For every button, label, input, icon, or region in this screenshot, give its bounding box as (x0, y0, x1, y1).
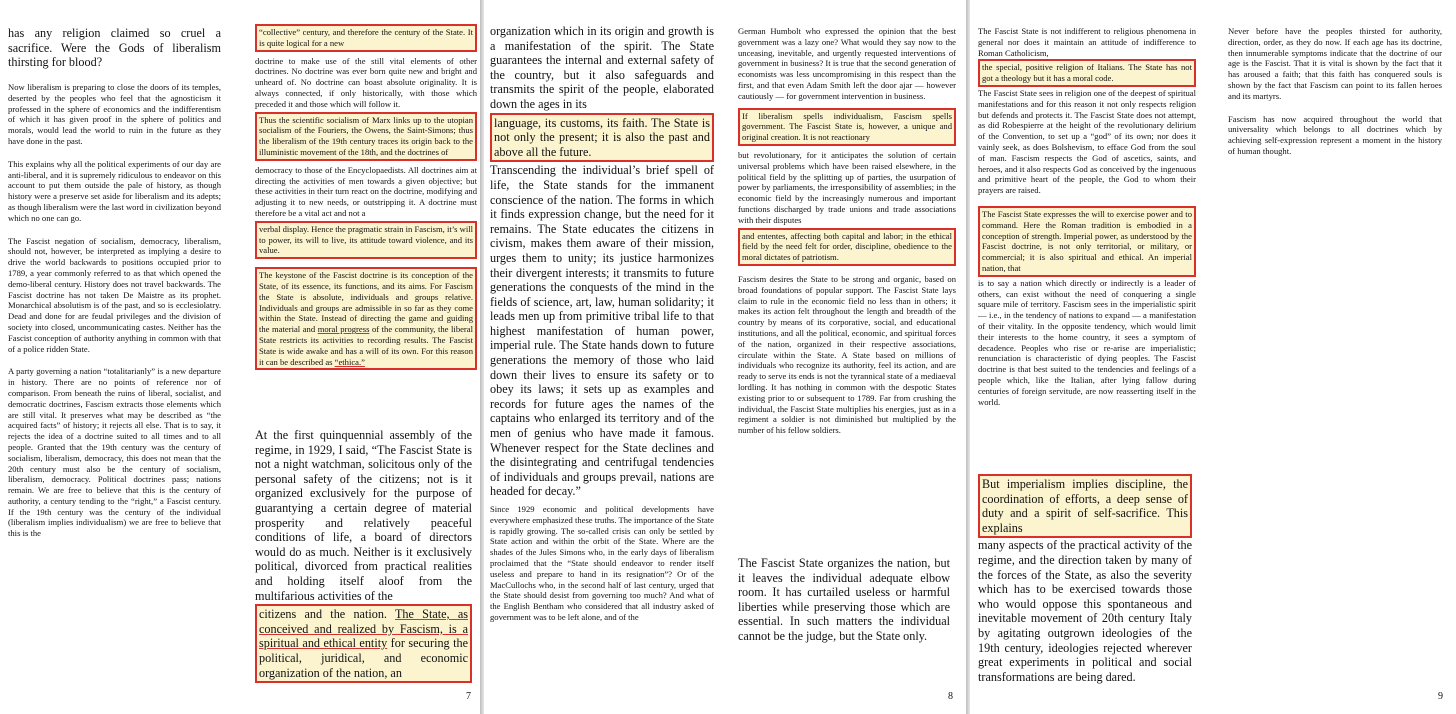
paragraph: The Fascist State sees in religion one of the deepest of spiritual manifestations and for this reason it not only respects religion but defends and protects it. The Fascist State does not attempt, as did Robespierre at the height of the revolutionary delirium of the Convention, to set up a “god” of its own; nor does it vainly seek, as does Bolshevism, to efface God from the soul of man. Fascism respects the God of ascetics, saints, and heroes, and it also respects God as conceived by the ingenuous and primitive heart of the people, the God to whom their prayers are raised. (978, 87, 1196, 196)
highlight-marx: Thus the scientific socialism of Marx links up to the utopian socialism of the Fouriers, the Owens, the Saint-Simons; thus the liberalism of the 19th century traces its origin back to the illuministic movement of the 18th, and the doctrines of (255, 112, 477, 161)
paragraph: organization which in its origin and growth is a manifestation of the spirit. The State guarantees the internal and external safety of the country, but it also safeguards and transmits the spirit of the people, elaborated down the ages in its (490, 24, 714, 111)
paragraph: democracy to those of the Encyclopaedists. All doctrines aim at directing the activities of men towards a given objective; but these activities in their turn react on the doctrine, modifying and adjusting it to new needs, or outstripping it. A doctrine must therefore be a vital act and not a (255, 164, 477, 218)
paragraph: doctrine to make use of the still vital elements of other doctrines. No doctrine was ever born quite new and bright and unheard of. No doctrine can boast absolute originality. It is always connected, if only historically, with those which preceded it and those which will follow it. (255, 55, 477, 109)
page9-left-column (978, 26, 1196, 407)
paragraph: Transcending the individual’s brief spell of life, the State stands for the immanent conscience of the nation. The forms in which it finds expression change, but the need for it remains. The State educates the citizens in civism, makes them aware of their mission, urges them to unity; its justice harmonizes their divergent interests; it transmits to future generations the conquests of the mind in the fields of science, art, law, human solidarity; it leads men up from primitive tribal life to that highest manifestation of human power, imperial rule. The State hands down to future generations the memory of those who laid down their lives to ensure its safety or to obey its laws; it sets up as examples and records for future ages the names of the captains who enlarged its territory and of the men of genius who have made it famous. Whenever respect for the State declines and the disintegrating and centrifugal tendencies of individuals and groups prevail, nations are headed for decay.” (490, 163, 714, 499)
keystone-underline-moral-progress: moral progress (317, 324, 370, 335)
paragraph: but revolutionary, for it anticipates the solution of certain universal problems which have been raised elsewhere, in the political field by the splitting up of parties, the usurpation of power by parliaments, the irresponsibility of assemblies; in the economic field by the increasingly numerous and important functions discharged by trade unions and trade associations with their disputes (738, 149, 956, 225)
page7-right-column (255, 22, 477, 374)
page-9 (970, 0, 1456, 714)
page9-left-column-lower (978, 474, 1192, 684)
page-number: 8 (948, 691, 953, 702)
page7-left-column (8, 26, 221, 78)
highlight-ententes: and ententes, affecting both capital and labor; in the ethical field by the need felt for order, discipline, obedience to the moral dictates of patriotism. (738, 228, 956, 266)
page7-left-column-body (8, 82, 221, 547)
page8-right-column-lower (738, 556, 950, 652)
paragraph: Since 1929 economic and political developments have everywhere emphasized these truths. The importance of the State is rapidly growing. The so-called crisis can only be settled by State action and within the orbit of the State. Where are the shades of the Jules Simons who, in the early days of liberalism proclaimed that the “State should endeavor to render itself useless and prepare to hand in its resignation”? Or of the MacCullochs who, in the second half of last century, urged that the State should desist from governing too much? And what of the English Bentham who considered that all industry asked of government was to be left alone, and of the (490, 504, 714, 622)
page-7 (0, 0, 480, 714)
page9-right-column (1228, 26, 1442, 165)
citizens-underline: The State, as conceived and realized by Fascism, is a spiritual and ethical entity (259, 607, 468, 651)
page-8 (484, 0, 966, 714)
paragraph: is to say a nation which directly or indirectly is a leader of others, can exist without the need of conquering a single square mile of territory. Fascism sees in the imperialistic spirit — i.e., in the tendency of nations to expand — a manifestation of their vitality. In the opposite tendency, which would limit their interests to the home country, it sees a symptom of decadence. Peoples who rise or re-arise are imperialistic; renunciation is characteristic of dying peoples. The Fascist doctrine is that best suited to the tendencies and feelings of a people which, like the Italian, after lying fallow during centuries of foreign servitude, are now reasserting itself in the world. (978, 277, 1196, 407)
highlight-special-religion: the special, positive religion of Italians. The State has not got a theology but it has a moral code. (978, 59, 1196, 87)
paragraph: Now liberalism is preparing to close the doors of its temples, deserted by the peoples who feel that the agnosticism it professed in the sphere of economics and the indifferentism of which it has given proof in the sphere of politics and morals, would lead the world to ruin in the future as they have done in the past. (8, 82, 221, 146)
highlight-verbal-display: verbal display. Hence the pragmatic strain in Fascism, it’s will to power, its will to live, its attitude toward violence, and its value. (255, 221, 477, 259)
keystone-text-b: of the community, the liberal State restricts its activities to recording results. The Fascist State is wide awake and has a will of its own. For this reason it can be described as (259, 324, 473, 367)
page7-right-column-lower (255, 428, 472, 683)
paragraph: Fascism has now acquired throughout the world that universality which belongs to all doctrines which by achieving self-expression represent a moment in the history of human thought. (1228, 113, 1442, 156)
paragraph: has any religion claimed so cruel a sacrifice. Were the Gods of liberalism thirsting for blood? (8, 26, 221, 70)
page8-left-column-lower (490, 504, 714, 631)
highlight-imperialism: But imperialism implies discipline, the coordination of efforts, a deep sense of duty and a spirit of self-sacrifice. This explains (978, 474, 1192, 538)
paragraph: This explains why all the political experiments of our day are anti-liberal, and it is supremely ridiculous to endeavor on this account to put them outside the pale of history, as though history were a preserve set aside for liberalism and its adepts; as though liberalism were the last word in civilization beyond which no one can go. (8, 158, 221, 223)
highlight-will-to-power: The Fascist State expresses the will to exercise power and to command. Here the Roman tradition is embodied in a conception of strength. Imperial power, as understood by the Fascist doctrine, is not only territorial, or military, or commercial; it is also spiritual and ethical. An imperial nation, that (978, 206, 1196, 277)
citizens-text-b: for securing the political, juridical, and economic organization of the nation, an (259, 636, 469, 680)
paragraph: German Humbolt who expressed the opinion that the best government was a lazy one? What would they say now to the unceasing, inevitable, and urgently requested interventions of government in business? It is true that the second generation of economists was less uncompromising in this respect than the first, and that even Adam Smith left the door ajar — however cautiously — for government intervention in business. (738, 26, 956, 101)
keystone-text-a: The keystone of the Fascist doctrine is its conception of the State, of its essence, its functions, and its aims. For Fascism the State is absolute, individuals and groups relative. Individuals and groups are admissible in so far as they come within the State. Instead of directing the game and guiding the material and (259, 270, 473, 335)
page-number: 9 (1438, 691, 1443, 702)
page8-left-column (490, 24, 714, 507)
highlight-collective: “collective” century, and therefore the century of the State. It is quite logical for a new (255, 24, 477, 52)
highlight-keystone (255, 267, 477, 370)
citizens-text-a: citizens and the nation. (259, 607, 395, 622)
paragraph: many aspects of the practical activity of the regime, and the direction taken by many of the forces of the State, as also the severity which has to be exercised towards those who would oppose this spontaneous and inevitable movement of 20th century Italy by agitating outgrown ideologies of the 19th century, ideologies rejected wherever great experiments in political and social transformations are being dared. (978, 538, 1192, 684)
page-number: 7 (466, 691, 471, 702)
paragraph: Never before have the peoples thirsted for authority, direction, order, as they do now. If each age has its doctrine, then innumerable symptoms indicate that the doctrine of our age is the Fascist. That it is vital is shown by the fact that it has aroused a faith; that this faith has conquered souls is shown by the fact that Fascism can point to its fallen heroes and its martyrs. (1228, 26, 1442, 101)
highlight-language-customs: language, its customs, its faith. The State is not only the present; it is also the past and above all the future. (490, 113, 714, 163)
keystone-underline-ethica: “ethica.” (334, 356, 365, 367)
paragraph: The Fascist negation of socialism, democracy, liberalism, should not, however, be interpreted as implying a desire to drive the world backwards to positions occupied prior to 1789, a year commonly referred to as that which opened the demo-liberal century. History does not travel backwards. The Fascist doctrine has not taken De Maistre as its prophet. Monarchical absolutism is of the past, and so is ecclesiolatry. Dead and done for are feudal privileges and the division of society into closed, uncommunicating castes. Neither has the Fascist conception of authority anything in common with that of a police ridden State. (8, 235, 221, 354)
paragraph: The Fascist State organizes the nation, but it leaves the individual adequate elbow room. It has curtailed useless or harmful liberties while preserving those which are essential. In such matters the individual cannot be the judge, but the State only. (738, 556, 950, 643)
paragraph: The Fascist State is not indifferent to religious phenomena in general nor does it maintain an attitude of indifference to Roman Catholicism, (978, 26, 1196, 58)
paragraph: Fascism desires the State to be strong and organic, based on broad foundations of popular support. The Fascist State lays claim to rule in the economic field no less than in others; it makes its action felt throughout the length and breadth of the country by means of its corporative, social, and educational institutions, and all the political, economic, and spiritual forces of the nation, organized in their respective associations, circulate within the State. A State based on millions of individuals who recognize its authority, feel its action, and are ready to serve its ends is not the tyrannical state of a mediaeval lordling. It has nothing in common with the despotic States existing prior to or subsequent to 1789. Far from crushing the individual, the Fascist State multiplies his energies, just as in a regiment a soldier is not diminished but multiplied by the number of his fellow soldiers. (738, 273, 956, 436)
highlight-spiritual-entity (255, 604, 472, 683)
paragraph: A party governing a nation “totalitarianly” is a new departure in history. There are no points of reference nor of comparison. From beneath the ruins of liberal, socialist, and democratic doctrines, Fascism extracts those elements which are still vital. It preserves what may be described as “the acquired facts” of history; it rejects all else. That is to say, it rejects the idea of a doctrine suited to all times and to all people. Granted that the 19th century was the century of socialism, liberalism, democracy, this does not mean that the 20th century must also be the century of socialism, liberalism, democracy. Political doctrines pass; nations remain. We are free to believe that this is the century of authority, a century tending to the “right,” a Fascist century. If the 19th century was the century of the individual (liberalism implies individualism) we are free to believe that this is the (8, 366, 221, 539)
paragraph: At the first quinquennial assembly of the regime, in 1929, I said, “The Fascist State is not a night watchman, solicitous only of the personal safety of the citizens; not is it organized exclusively for the purpose of guarantying a certain degree of material prosperity and relatively peaceful conditions of life, a board of directors would do as much. Neither is it exclusively political, divorced from practical realities and holding itself aloof from the multifarious activities of the (255, 428, 472, 603)
highlight-liberalism-individualism: If liberalism spells individualism, Fascism spells government. The Fascist State is, however, a unique and original creation. It is not reactionary (738, 108, 956, 146)
page8-right-column (738, 26, 956, 444)
